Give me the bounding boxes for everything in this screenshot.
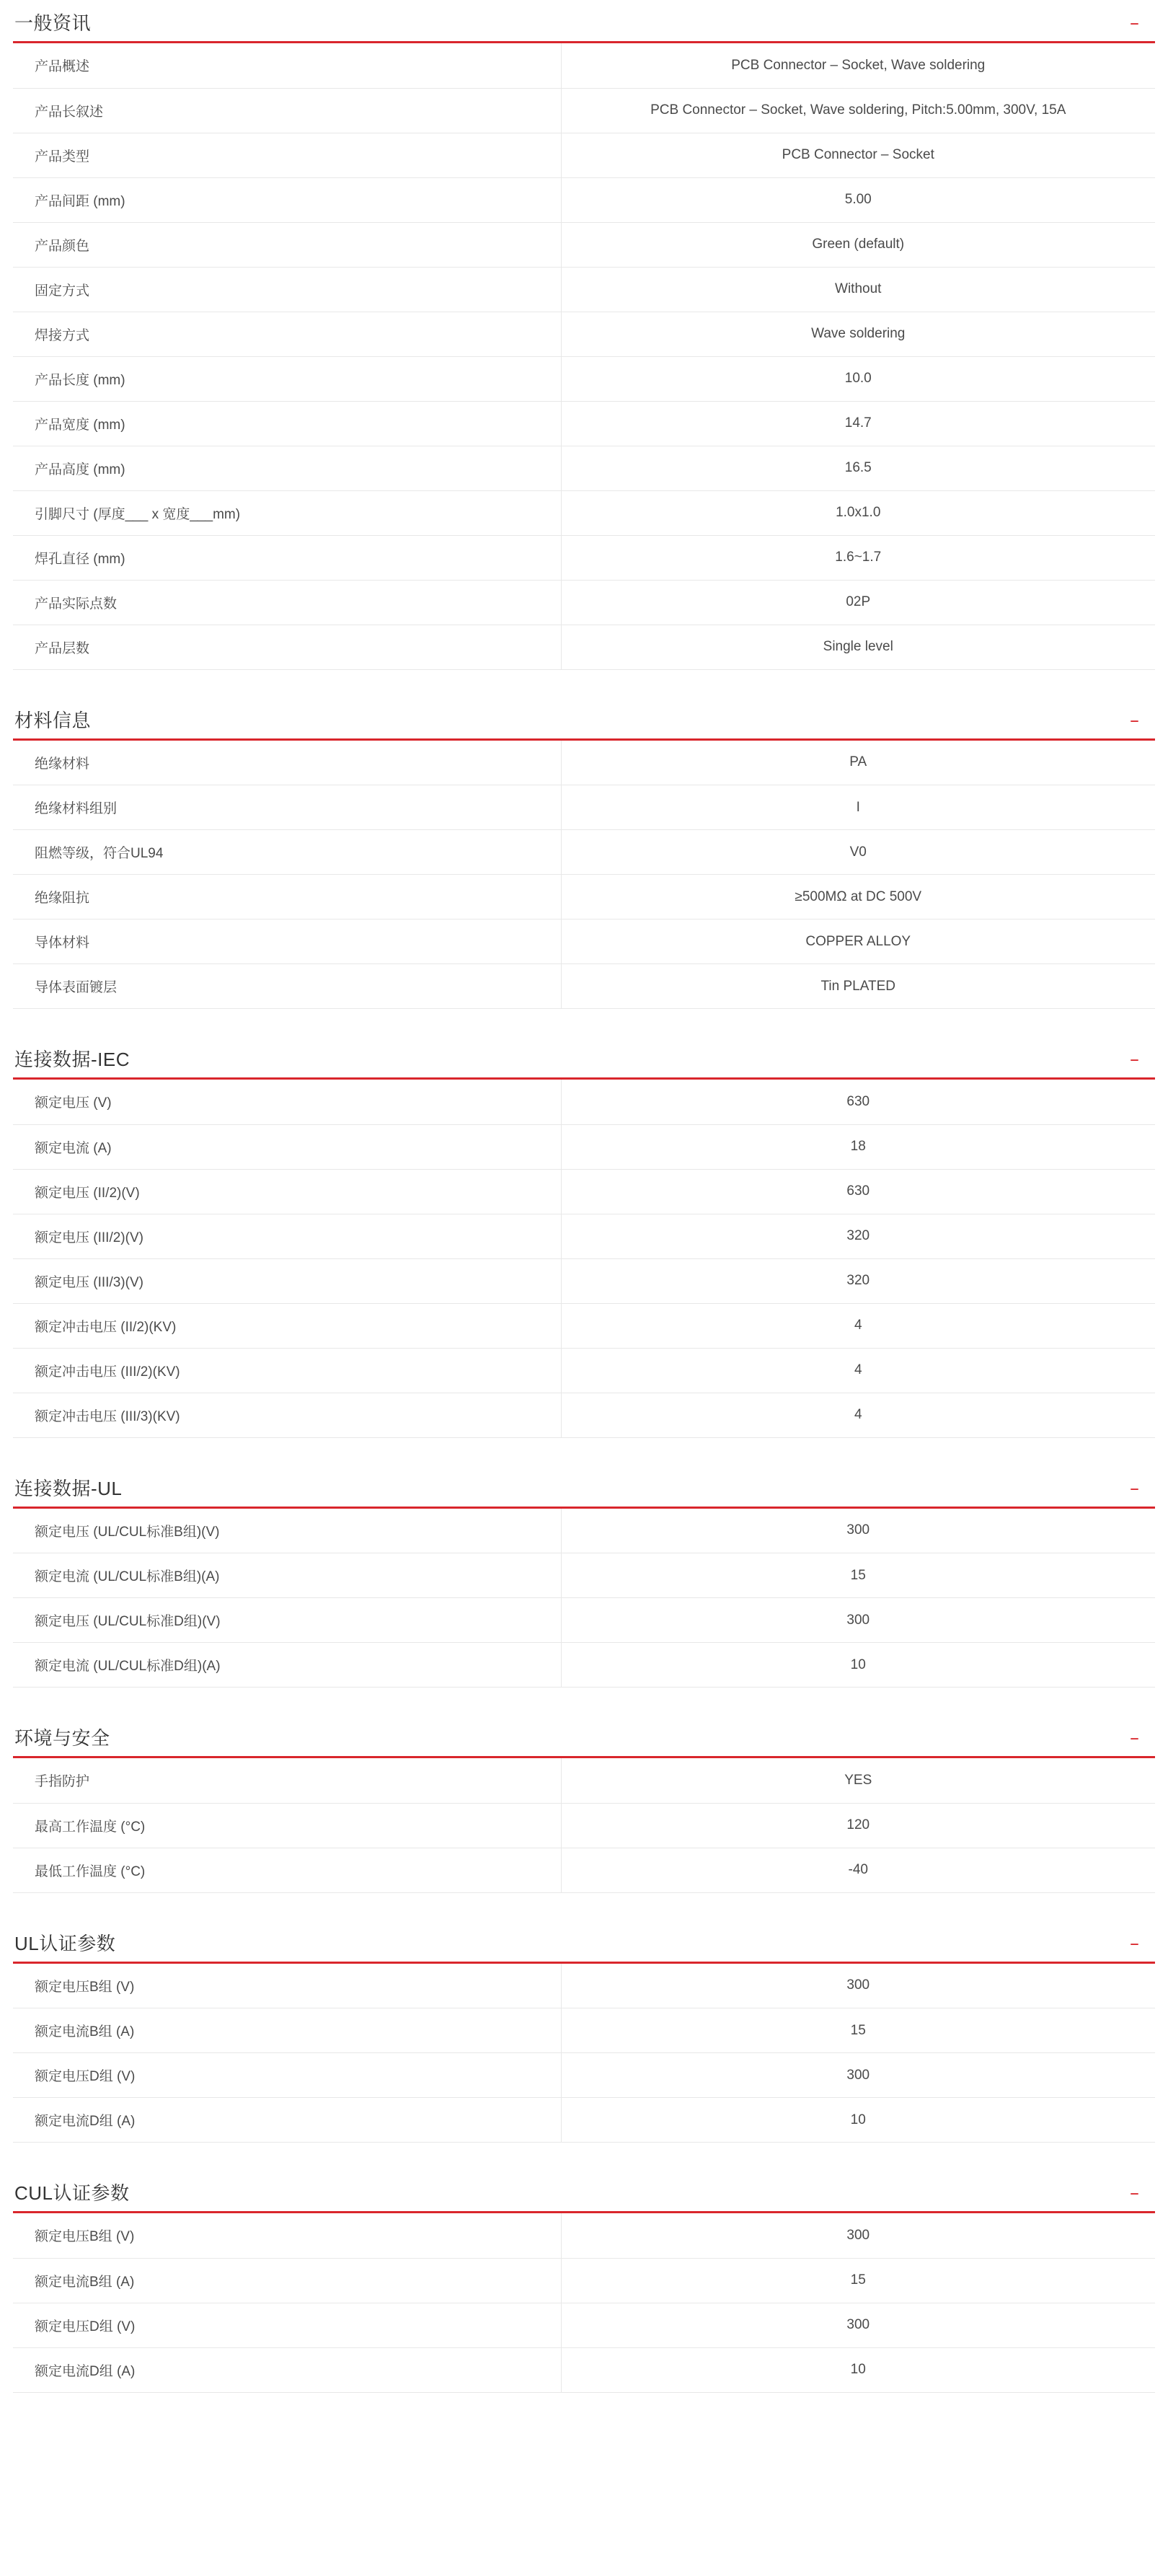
spec-value: PCB Connector – Socket, Wave soldering bbox=[561, 43, 1155, 88]
spec-label: 产品概述 bbox=[13, 43, 561, 88]
spec-value: COPPER ALLOY bbox=[561, 919, 1155, 964]
table-row bbox=[13, 1553, 1155, 1598]
table-row bbox=[13, 356, 1155, 401]
section-header[interactable] bbox=[13, 1713, 1155, 1758]
section-header[interactable] bbox=[13, 1919, 1155, 1964]
collapse-minus-icon[interactable]: – bbox=[1130, 709, 1139, 731]
spec-label: 额定电流D组 (A) bbox=[13, 2098, 561, 2143]
spec-value: 10 bbox=[561, 2347, 1155, 2392]
section-header[interactable] bbox=[13, 1464, 1155, 1509]
table-row bbox=[13, 1509, 1155, 1553]
spec-section bbox=[13, 1713, 1155, 1893]
spec-label: 额定电压D组 (V) bbox=[13, 2303, 561, 2347]
spec-value: Single level bbox=[561, 625, 1155, 669]
spec-table bbox=[13, 741, 1155, 1010]
spec-value: PCB Connector – Socket bbox=[561, 133, 1155, 177]
table-row bbox=[13, 830, 1155, 875]
spec-value: 630 bbox=[561, 1080, 1155, 1124]
table-row bbox=[13, 133, 1155, 177]
spec-value: ≥500MΩ at DC 500V bbox=[561, 875, 1155, 919]
collapse-minus-icon[interactable]: – bbox=[1130, 1727, 1139, 1749]
spec-label: 额定电压 (V) bbox=[13, 1080, 561, 1124]
table-row bbox=[13, 1080, 1155, 1124]
section-header[interactable] bbox=[13, 696, 1155, 741]
section-title: 连接数据-IEC bbox=[14, 1049, 130, 1070]
spec-sections bbox=[13, 0, 1155, 2393]
spec-section bbox=[13, 0, 1155, 670]
table-row bbox=[13, 1214, 1155, 1258]
spec-value: 1.6~1.7 bbox=[561, 535, 1155, 580]
spec-value: Wave soldering bbox=[561, 312, 1155, 356]
spec-label: 额定电压 (II/2)(V) bbox=[13, 1169, 561, 1214]
spec-label: 额定冲击电压 (II/2)(KV) bbox=[13, 1303, 561, 1348]
spec-value: 300 bbox=[561, 1598, 1155, 1643]
collapse-minus-icon[interactable]: – bbox=[1130, 1932, 1139, 1954]
table-row bbox=[13, 2213, 1155, 2258]
table-row bbox=[13, 177, 1155, 222]
table-row bbox=[13, 785, 1155, 830]
spec-section bbox=[13, 2169, 1155, 2393]
spec-label: 产品间距 (mm) bbox=[13, 177, 561, 222]
spec-label: 产品类型 bbox=[13, 133, 561, 177]
spec-label: 额定电压 (UL/CUL标准D组)(V) bbox=[13, 1598, 561, 1643]
spec-label: 额定电压D组 (V) bbox=[13, 2053, 561, 2098]
spec-label: 绝缘阻抗 bbox=[13, 875, 561, 919]
spec-value: 15 bbox=[561, 2008, 1155, 2053]
spec-value: 5.00 bbox=[561, 177, 1155, 222]
table-row bbox=[13, 1303, 1155, 1348]
spec-value: 300 bbox=[561, 2213, 1155, 2258]
spec-label: 产品长度 (mm) bbox=[13, 356, 561, 401]
spec-label: 额定电流 (UL/CUL标准D组)(A) bbox=[13, 1643, 561, 1688]
collapse-minus-icon[interactable]: – bbox=[1130, 1049, 1139, 1070]
spec-label: 额定冲击电压 (III/3)(KV) bbox=[13, 1393, 561, 1437]
spec-label: 额定电压 (III/3)(V) bbox=[13, 1258, 561, 1303]
spec-label: 额定电流 (A) bbox=[13, 1124, 561, 1169]
spec-label: 额定电流D组 (A) bbox=[13, 2347, 561, 2392]
spec-value: YES bbox=[561, 1758, 1155, 1803]
table-row bbox=[13, 1643, 1155, 1688]
table-row bbox=[13, 88, 1155, 133]
spec-value: PCB Connector – Socket, Wave soldering, Pitch:5.00mm, 300V, 15A bbox=[561, 88, 1155, 133]
spec-label: 产品实际点数 bbox=[13, 580, 561, 625]
table-row bbox=[13, 580, 1155, 625]
spec-section bbox=[13, 1919, 1155, 2143]
spec-section bbox=[13, 696, 1155, 1010]
spec-label: 额定电流B组 (A) bbox=[13, 2008, 561, 2053]
spec-value: 10.0 bbox=[561, 356, 1155, 401]
collapse-minus-icon[interactable]: – bbox=[1130, 12, 1139, 34]
spec-value: 300 bbox=[561, 2053, 1155, 2098]
table-row bbox=[13, 222, 1155, 267]
table-row bbox=[13, 1598, 1155, 1643]
table-row bbox=[13, 1758, 1155, 1803]
section-title: 环境与安全 bbox=[14, 1727, 110, 1749]
spec-value: 4 bbox=[561, 1393, 1155, 1437]
table-row bbox=[13, 1964, 1155, 2008]
spec-label: 产品宽度 (mm) bbox=[13, 401, 561, 446]
spec-table bbox=[13, 1080, 1155, 1438]
section-header[interactable] bbox=[13, 0, 1155, 43]
spec-label: 额定电压 (III/2)(V) bbox=[13, 1214, 561, 1258]
spec-value: 10 bbox=[561, 1643, 1155, 1688]
spec-value: 02P bbox=[561, 580, 1155, 625]
section-title: CUL认证参数 bbox=[14, 2182, 130, 2204]
spec-table bbox=[13, 2213, 1155, 2393]
section-title: 连接数据-UL bbox=[14, 1477, 123, 1499]
spec-table bbox=[13, 1509, 1155, 1688]
spec-value: 630 bbox=[561, 1169, 1155, 1214]
spec-label: 引脚尺寸 (厚度___ x 宽度___mm) bbox=[13, 490, 561, 535]
section-title: 一般资讯 bbox=[14, 12, 92, 34]
spec-table bbox=[13, 1964, 1155, 2143]
table-row bbox=[13, 741, 1155, 785]
spec-value: 4 bbox=[561, 1303, 1155, 1348]
spec-label: 额定电流 (UL/CUL标准B组)(A) bbox=[13, 1553, 561, 1598]
spec-value: Tin PLATED bbox=[561, 964, 1155, 1009]
table-row bbox=[13, 267, 1155, 312]
table-row bbox=[13, 964, 1155, 1009]
spec-label: 导体表面镀层 bbox=[13, 964, 561, 1009]
spec-value: 4 bbox=[561, 1348, 1155, 1393]
spec-label: 额定冲击电压 (III/2)(KV) bbox=[13, 1348, 561, 1393]
table-row bbox=[13, 1348, 1155, 1393]
spec-label: 固定方式 bbox=[13, 267, 561, 312]
spec-value: 120 bbox=[561, 1803, 1155, 1848]
spec-label: 导体材料 bbox=[13, 919, 561, 964]
spec-table bbox=[13, 1758, 1155, 1893]
spec-label: 产品长叙述 bbox=[13, 88, 561, 133]
spec-label: 产品层数 bbox=[13, 625, 561, 669]
table-row bbox=[13, 401, 1155, 446]
spec-value: 1.0x1.0 bbox=[561, 490, 1155, 535]
table-row bbox=[13, 2258, 1155, 2303]
table-row bbox=[13, 446, 1155, 490]
spec-value: 300 bbox=[561, 2303, 1155, 2347]
table-row bbox=[13, 43, 1155, 88]
spec-value: V0 bbox=[561, 830, 1155, 875]
spec-section bbox=[13, 1464, 1155, 1688]
spec-label: 手指防护 bbox=[13, 1758, 561, 1803]
section-header[interactable] bbox=[13, 1035, 1155, 1080]
spec-value: 15 bbox=[561, 1553, 1155, 1598]
table-row bbox=[13, 1803, 1155, 1848]
spec-value: 300 bbox=[561, 1964, 1155, 2008]
spec-value: 14.7 bbox=[561, 401, 1155, 446]
table-row bbox=[13, 2098, 1155, 2143]
spec-label: 额定电流B组 (A) bbox=[13, 2258, 561, 2303]
table-row bbox=[13, 535, 1155, 580]
table-row bbox=[13, 490, 1155, 535]
table-row bbox=[13, 312, 1155, 356]
spec-value: PA bbox=[561, 741, 1155, 785]
spec-label: 额定电压B组 (V) bbox=[13, 2213, 561, 2258]
section-header[interactable] bbox=[13, 2169, 1155, 2213]
spec-label: 产品颜色 bbox=[13, 222, 561, 267]
table-row bbox=[13, 1393, 1155, 1437]
spec-value: Green (default) bbox=[561, 222, 1155, 267]
spec-value: 18 bbox=[561, 1124, 1155, 1169]
collapse-minus-icon[interactable]: – bbox=[1130, 2182, 1139, 2204]
spec-value: I bbox=[561, 785, 1155, 830]
spec-label: 绝缘材料 bbox=[13, 741, 561, 785]
collapse-minus-icon[interactable]: – bbox=[1130, 1477, 1139, 1499]
spec-value: 320 bbox=[561, 1214, 1155, 1258]
table-row bbox=[13, 1258, 1155, 1303]
spec-label: 最高工作温度 (°C) bbox=[13, 1803, 561, 1848]
spec-value: Without bbox=[561, 267, 1155, 312]
spec-value: 300 bbox=[561, 1509, 1155, 1553]
spec-label: 额定电压B组 (V) bbox=[13, 1964, 561, 2008]
table-row bbox=[13, 2008, 1155, 2053]
table-row bbox=[13, 875, 1155, 919]
section-title: UL认证参数 bbox=[14, 1932, 116, 1954]
spec-label: 焊孔直径 (mm) bbox=[13, 535, 561, 580]
spec-table bbox=[13, 43, 1155, 670]
spec-value: 16.5 bbox=[561, 446, 1155, 490]
spec-label: 额定电压 (UL/CUL标准B组)(V) bbox=[13, 1509, 561, 1553]
spec-section bbox=[13, 1035, 1155, 1438]
table-row bbox=[13, 2053, 1155, 2098]
table-row bbox=[13, 2347, 1155, 2392]
spec-label: 绝缘材料组别 bbox=[13, 785, 561, 830]
table-row bbox=[13, 625, 1155, 669]
spec-label: 焊接方式 bbox=[13, 312, 561, 356]
spec-value: 10 bbox=[561, 2098, 1155, 2143]
spec-label: 阻燃等级，符合UL94 bbox=[13, 830, 561, 875]
table-row bbox=[13, 2303, 1155, 2347]
table-row bbox=[13, 1124, 1155, 1169]
table-row bbox=[13, 919, 1155, 964]
spec-label: 产品高度 (mm) bbox=[13, 446, 561, 490]
spec-label: 最低工作温度 (°C) bbox=[13, 1848, 561, 1892]
spec-value: 15 bbox=[561, 2258, 1155, 2303]
spec-value: 320 bbox=[561, 1258, 1155, 1303]
spec-value: -40 bbox=[561, 1848, 1155, 1892]
table-row bbox=[13, 1848, 1155, 1892]
table-row bbox=[13, 1169, 1155, 1214]
section-title: 材料信息 bbox=[14, 709, 92, 731]
